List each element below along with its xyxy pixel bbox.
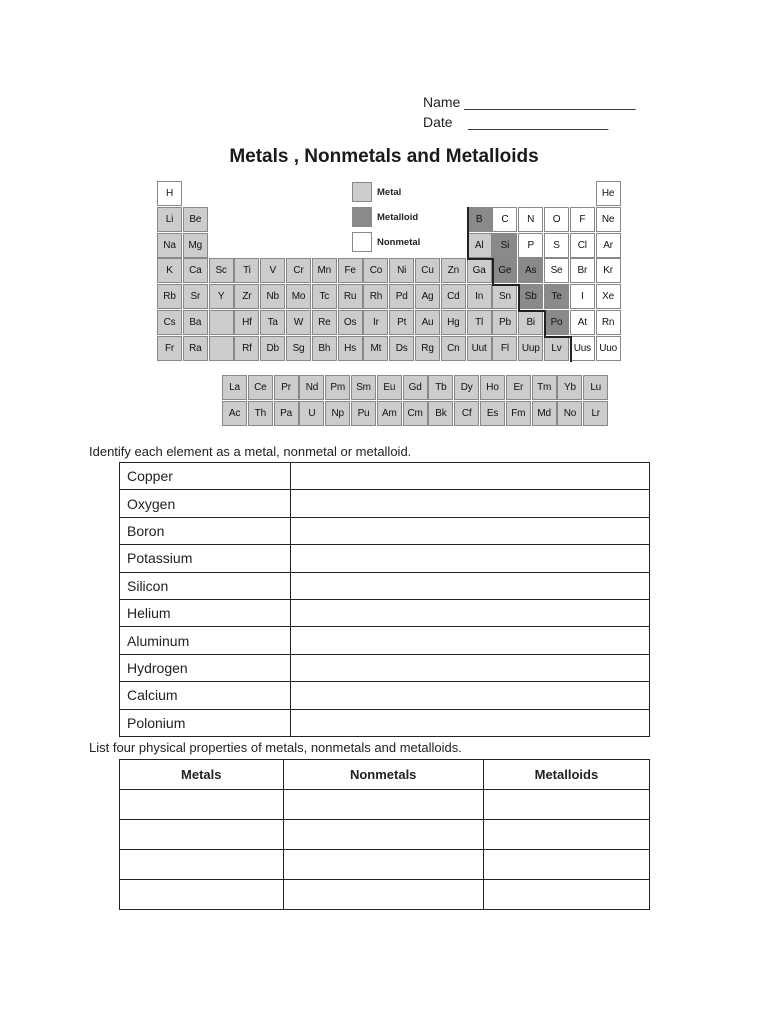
element-lu: Lu [583, 375, 608, 400]
element-pa: Pa [274, 401, 299, 426]
table-row [120, 463, 650, 490]
element-lv: Lv [544, 336, 569, 361]
element-te: Te [544, 284, 569, 309]
element-u: U [299, 401, 324, 426]
element-bi: Bi [518, 310, 543, 335]
element-es: Es [480, 401, 505, 426]
periodic-table [0, 0, 768, 440]
element-al: Al [467, 233, 492, 258]
metalloid-boundary-line [544, 336, 570, 338]
answer-cell[interactable] [291, 572, 650, 599]
element-ca: Ca [183, 258, 208, 283]
element-fr: Fr [157, 336, 182, 361]
element-name-cell: Oxygen [120, 490, 291, 517]
element-zr: Zr [234, 284, 259, 309]
element-la: La [222, 375, 247, 400]
element-at: At [570, 310, 595, 335]
element-ti: Ti [234, 258, 259, 283]
metalloid-boundary-line [518, 310, 544, 312]
metalloid-boundary-line [467, 207, 469, 259]
element-c: C [492, 207, 517, 232]
element-ir: Ir [363, 310, 388, 335]
metalloid-boundary-line [518, 284, 520, 310]
element-p: P [518, 233, 543, 258]
element-pt: Pt [389, 310, 414, 335]
element-bh: Bh [312, 336, 337, 361]
element-mg: Mg [183, 233, 208, 258]
element-lr: Lr [583, 401, 608, 426]
element-uut: Uut [467, 336, 492, 361]
element-cs: Cs [157, 310, 182, 335]
properties-table [119, 759, 650, 910]
table-row [120, 820, 650, 850]
element-ra: Ra [183, 336, 208, 361]
property-answer-cell[interactable] [483, 880, 649, 910]
element-uup: Uup [518, 336, 543, 361]
element-ho: Ho [480, 375, 505, 400]
answer-cell[interactable] [291, 709, 650, 736]
legend-label-nonmetal: Nonmetal [377, 237, 421, 248]
element-br: Br [570, 258, 595, 283]
table-row [120, 682, 650, 709]
element-b: B [467, 207, 492, 232]
element-dy: Dy [454, 375, 479, 400]
element-ba: Ba [183, 310, 208, 335]
element-th: Th [248, 401, 273, 426]
answer-cell[interactable] [291, 627, 650, 654]
table-row [120, 490, 650, 517]
element-pu: Pu [351, 401, 376, 426]
element-pb: Pb [492, 310, 517, 335]
element-gd: Gd [403, 375, 428, 400]
element-db: Db [260, 336, 285, 361]
element-au: Au [415, 310, 440, 335]
element-sb: Sb [518, 284, 543, 309]
identify-table [119, 462, 650, 737]
property-answer-cell[interactable] [483, 820, 649, 850]
property-answer-cell[interactable] [283, 790, 483, 820]
metalloid-boundary-line [570, 336, 572, 362]
element-ar: Ar [596, 233, 621, 258]
table-row [120, 627, 650, 654]
element-name-cell: Boron [120, 517, 291, 544]
element-fm: Fm [506, 401, 531, 426]
element-o: O [544, 207, 569, 232]
legend-swatch-nonmetal [352, 232, 372, 252]
element-tb: Tb [428, 375, 453, 400]
element-sr: Sr [183, 284, 208, 309]
element-ta: Ta [260, 310, 285, 335]
element-ag: Ag [415, 284, 440, 309]
element-name-cell: Hydrogen [120, 654, 291, 681]
element-eu: Eu [377, 375, 402, 400]
element-name-cell: Potassium [120, 545, 291, 572]
properties-instruction: List four physical properties of metals, nonmetals and metalloids. [89, 740, 462, 755]
element-ce: Ce [248, 375, 273, 400]
element-f: F [570, 207, 595, 232]
column-header-metals: Metals [120, 760, 284, 790]
element-sm: Sm [351, 375, 376, 400]
element-name-cell: Calcium [120, 682, 291, 709]
legend-swatch-metalloid [352, 207, 372, 227]
table-row [120, 517, 650, 544]
table-row [120, 599, 650, 626]
metalloid-boundary-line [492, 258, 494, 284]
table-row [120, 790, 650, 820]
table-row [120, 545, 650, 572]
property-answer-cell[interactable] [120, 820, 284, 850]
element-as: As [518, 258, 543, 283]
element-cn: Cn [441, 336, 466, 361]
element-cl: Cl [570, 233, 595, 258]
answer-cell[interactable] [291, 517, 650, 544]
answer-cell[interactable] [291, 682, 650, 709]
element-i: I [570, 284, 595, 309]
date-line[interactable]: Date __________________ [423, 114, 609, 130]
element-name-cell: Aluminum [120, 627, 291, 654]
answer-cell[interactable] [291, 463, 650, 490]
element-pm: Pm [325, 375, 350, 400]
element-placeholder [209, 336, 234, 361]
element-cf: Cf [454, 401, 479, 426]
element-he: He [596, 181, 621, 206]
element-ni: Ni [389, 258, 414, 283]
element-rb: Rb [157, 284, 182, 309]
property-answer-cell[interactable] [483, 790, 649, 820]
element-be: Be [183, 207, 208, 232]
element-fe: Fe [338, 258, 363, 283]
element-cm: Cm [403, 401, 428, 426]
element-rf: Rf [234, 336, 259, 361]
element-rg: Rg [415, 336, 440, 361]
element-zn: Zn [441, 258, 466, 283]
element-np: Np [325, 401, 350, 426]
element-ac: Ac [222, 401, 247, 426]
element-name-cell: Silicon [120, 572, 291, 599]
answer-cell[interactable] [291, 545, 650, 572]
answer-cell[interactable] [291, 599, 650, 626]
element-n: N [518, 207, 543, 232]
column-header-metalloids: Metalloids [483, 760, 649, 790]
element-tl: Tl [467, 310, 492, 335]
element-name-cell: Polonium [120, 709, 291, 736]
element-no: No [557, 401, 582, 426]
legend-swatch-metal [352, 182, 372, 202]
metalloid-boundary-line [544, 310, 546, 336]
element-cu: Cu [415, 258, 440, 283]
element-xe: Xe [596, 284, 621, 309]
element-v: V [260, 258, 285, 283]
metalloid-boundary-line [467, 258, 493, 260]
element-am: Am [377, 401, 402, 426]
element-h: H [157, 181, 182, 206]
element-md: Md [532, 401, 557, 426]
element-uuo: Uuo [596, 336, 621, 361]
table-row [120, 850, 650, 880]
element-hs: Hs [338, 336, 363, 361]
element-fl: Fl [492, 336, 517, 361]
element-uus: Uus [570, 336, 595, 361]
table-row [120, 654, 650, 681]
element-cr: Cr [286, 258, 311, 283]
element-os: Os [338, 310, 363, 335]
element-name-cell: Helium [120, 599, 291, 626]
element-pr: Pr [274, 375, 299, 400]
element-hf: Hf [234, 310, 259, 335]
element-li: Li [157, 207, 182, 232]
legend-label-metalloid: Metalloid [377, 212, 419, 223]
element-sn: Sn [492, 284, 517, 309]
element-re: Re [312, 310, 337, 335]
element-name-cell: Copper [120, 463, 291, 490]
element-hg: Hg [441, 310, 466, 335]
element-sc: Sc [209, 258, 234, 283]
element-kr: Kr [596, 258, 621, 283]
element-ru: Ru [338, 284, 363, 309]
element-placeholder [209, 310, 234, 335]
table-row [120, 572, 650, 599]
metalloid-boundary-line [492, 284, 518, 286]
element-er: Er [506, 375, 531, 400]
property-answer-cell[interactable] [120, 880, 284, 910]
element-s: S [544, 233, 569, 258]
element-se: Se [544, 258, 569, 283]
element-bk: Bk [428, 401, 453, 426]
column-header-nonmetals: Nonmetals [283, 760, 483, 790]
table-row [120, 880, 650, 910]
element-rh: Rh [363, 284, 388, 309]
element-tc: Tc [312, 284, 337, 309]
element-nd: Nd [299, 375, 324, 400]
table-row [120, 709, 650, 736]
property-answer-cell[interactable] [120, 790, 284, 820]
property-answer-cell[interactable] [120, 850, 284, 880]
element-in: In [467, 284, 492, 309]
element-w: W [286, 310, 311, 335]
element-po: Po [544, 310, 569, 335]
property-answer-cell[interactable] [483, 850, 649, 880]
property-answer-cell[interactable] [283, 880, 483, 910]
element-co: Co [363, 258, 388, 283]
element-ds: Ds [389, 336, 414, 361]
element-y: Y [209, 284, 234, 309]
name-line[interactable]: Name ______________________ [423, 94, 636, 110]
element-yb: Yb [557, 375, 582, 400]
page-title: Metals , Nonmetals and Metalloids [229, 146, 539, 167]
element-sg: Sg [286, 336, 311, 361]
property-answer-cell[interactable] [283, 820, 483, 850]
legend-label-metal: Metal [377, 187, 402, 198]
element-mt: Mt [363, 336, 388, 361]
element-rn: Rn [596, 310, 621, 335]
element-ge: Ge [492, 258, 517, 283]
element-cd: Cd [441, 284, 466, 309]
element-mo: Mo [286, 284, 311, 309]
element-si: Si [492, 233, 517, 258]
answer-cell[interactable] [291, 490, 650, 517]
element-tm: Tm [532, 375, 557, 400]
element-nb: Nb [260, 284, 285, 309]
element-ne: Ne [596, 207, 621, 232]
element-mn: Mn [312, 258, 337, 283]
element-na: Na [157, 233, 182, 258]
property-answer-cell[interactable] [283, 850, 483, 880]
element-pd: Pd [389, 284, 414, 309]
element-k: K [157, 258, 182, 283]
element-ga: Ga [467, 258, 492, 283]
identify-instruction: Identify each element as a metal, nonmetal or metalloid. [89, 444, 412, 459]
answer-cell[interactable] [291, 654, 650, 681]
